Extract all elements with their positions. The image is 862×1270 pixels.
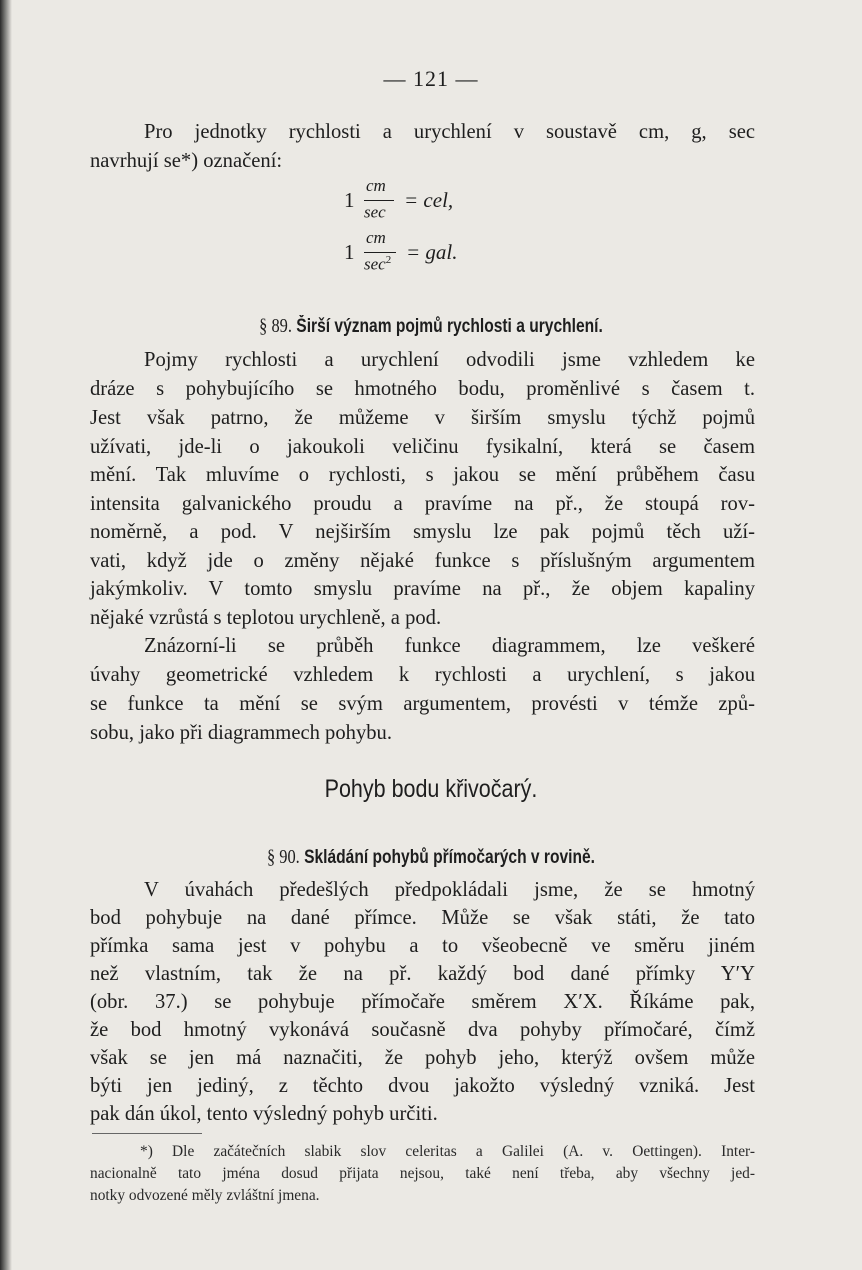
formula-rhs: = cel,: [404, 188, 454, 212]
paragraph-line: Znázorní-li se průběh funkce diagrammem, lze veškeré: [144, 635, 755, 657]
paragraph-line: pak dán úkol, tento výsledný pohyb určiti.: [90, 1103, 438, 1125]
formula-coefficient: 1: [344, 188, 355, 212]
paragraph-line: se funkce ta mění se svým argumentem, provésti v témže způ-: [90, 693, 755, 715]
paragraph-line: býti jen jediný, z těchto dvou jakožto výsledný vzniká. Jest: [90, 1075, 755, 1097]
intro-line-1: Pro jednotky rychlosti a urychlení v soustavě cm, g, sec: [144, 121, 755, 143]
formula-rhs: = gal.: [406, 240, 458, 264]
paragraph-line: bod pohybuje na dané přímce. Může se však státi, že tato: [90, 907, 755, 929]
paragraph-line: intensita galvanického proudu a pravíme na př., že stoupá rov-: [90, 493, 755, 515]
formula-gal: [344, 228, 484, 280]
section-89-heading: [78, 312, 785, 341]
formula-numerator: cm: [366, 228, 386, 247]
formula-cel: [344, 176, 484, 228]
page-spine-shadow: [0, 0, 12, 1270]
paragraph-line: přímka sama jest v pohybu a to všeobecně ve směru jiném: [90, 935, 755, 957]
page-number: — 121 —: [383, 66, 479, 91]
paragraph-line: Jest však patrno, že můžeme v širším smyslu týchž pojmů: [90, 407, 755, 429]
formula-numerator: cm: [366, 176, 386, 195]
section-number: § 89.: [259, 315, 292, 337]
intro-line-2: navrhují se*) označení:: [90, 150, 283, 172]
paragraph-line: než vlastním, tak že na př. každý bod dané přímky Y′Y: [90, 963, 755, 985]
paragraph-line: vati, když jde o změny nějaké funkce s příslušným argumentem: [90, 550, 755, 572]
formula-coefficient: 1: [344, 240, 355, 264]
footnote-line: notky odvozené měly zvláštní jmena.: [90, 1187, 320, 1204]
paragraph-line: sobu, jako při diagrammech pohybu.: [90, 722, 392, 744]
paragraph-line: že bod hmotný vykonává současně dva pohyby přímočaré, čímž: [90, 1019, 755, 1041]
chapter-title: Pohyb bodu křivočarý.: [324, 775, 538, 803]
paragraph-line: užívati, jde-li o jakoukoli veličinu fysikalní, která se časem: [90, 436, 755, 458]
paragraph-line: mění. Tak mluvíme o rychlosti, s jakou se mění průběhem času: [90, 464, 755, 486]
formula-denominator: sec: [364, 202, 386, 222]
paragraph-line: však se jen má naznačiti, že pohyb jeho, kterýž ovšem může: [90, 1047, 755, 1069]
paragraph-line: dráze s pohybujícího se hmotného bodu, proměnlivé s časem t.: [90, 378, 755, 400]
section-number: § 90.: [266, 846, 300, 868]
paragraph-line: úvahy geometrické vzhledem k rychlosti a urychlení, s jakou: [90, 664, 755, 686]
paragraph-line: Pojmy rychlosti a urychlení odvodili jsme vzhledem ke: [144, 349, 755, 371]
section-title: Širší význam pojmů rychlosti a urychlení.: [296, 316, 603, 337]
paragraph-line: noměrně, a pod. V nejširším smyslu lze pak pojmů těch uží-: [90, 521, 755, 543]
paragraph-line: V úvahách předešlých předpokládali jsme, že se hmotný: [144, 879, 755, 901]
paragraph-line: nějaké vzrůstá s teplotou urychleně, a pod.: [90, 607, 442, 629]
section-90-heading: [78, 843, 785, 872]
footnote-line: *) Dle začátečních slabik slov celeritas a Galilei (A. v. Oettingen). Inter-: [140, 1143, 755, 1160]
paragraph-line: jakýmkoliv. V tomto smyslu pravíme na př., že objem kapaliny: [90, 578, 755, 600]
footnote-line: nacionalně tato jména dosud přijata nejsou, také není třeba, aby všechny jed-: [90, 1165, 755, 1182]
footnote-rule: [92, 1133, 202, 1134]
formula-denominator: $\sec^2$: [364, 254, 392, 274]
section-title: Skládání pohybů přímočarých v rovině.: [304, 847, 596, 868]
paragraph-line: (obr. 37.) se pohybuje přímočaře směrem X′X. Říkáme pak,: [90, 991, 755, 1013]
